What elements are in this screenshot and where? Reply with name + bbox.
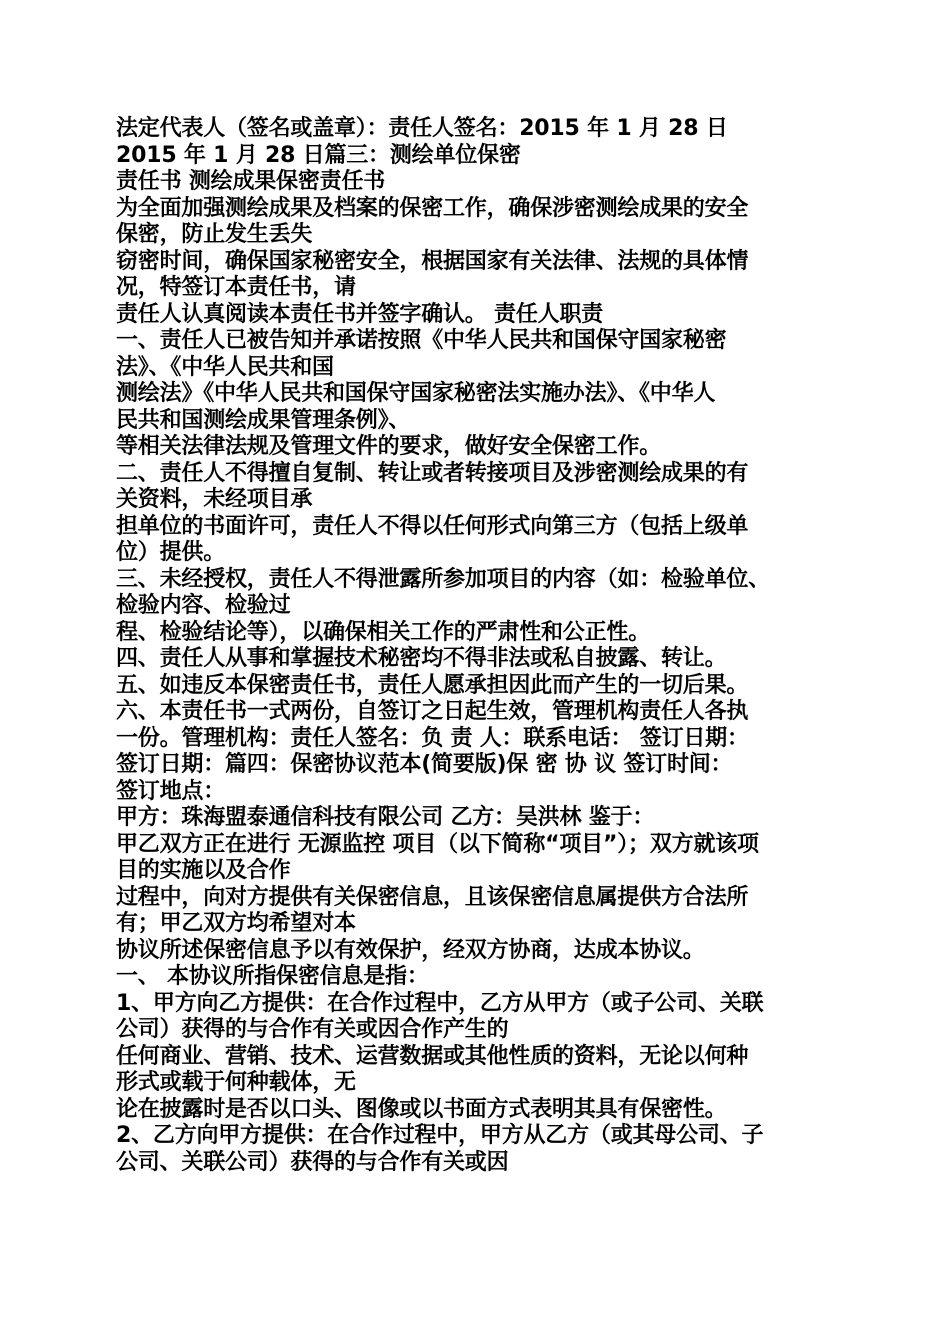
text-line: 形式或载于何种载体，无: [116, 1070, 356, 1095]
text-line: 程、检验结论等），以确保相关工作的严肃性和公正性。: [116, 619, 651, 645]
text-line: 窃密时间，确保国家秘密安全，根据国家有关法律、法规的具体情: [116, 248, 749, 274]
text-line: 四、责任人从事和掌握技术秘密均不得非法或私自披露、转让。: [116, 646, 727, 671]
text-line: 民共和国测绘成果管理条例》、: [116, 407, 411, 433]
text-line: 法》、《中华人民共和国: [116, 354, 334, 380]
text-line: 三、未经授权，责任人不得泄露所参加项目的内容（如：检验单位、: [116, 566, 771, 592]
text-line: 五、如违反本保密责任书，责任人愿承担因此而产生的一切后果。: [116, 672, 749, 698]
text-line: 有；甲乙双方均希望对本: [116, 911, 356, 936]
text-line: 2、乙方向甲方提供：在合作过程中，甲方从乙方（或其母公司、子: [116, 1123, 764, 1148]
text-line: 论在披露时是否以口头、图像或以书面方式表明其具有保密性。: [116, 1096, 727, 1122]
text-line: 一份。管理机构：责任人签名：负 责 人：联系电话： 签订日期：: [116, 725, 749, 751]
text-line: 保密，防止发生丢失: [116, 222, 313, 247]
text-line: 一、 本协议所指保密信息是指：: [116, 964, 429, 989]
text-line: 检验内容、检验过: [116, 593, 291, 618]
text-line: 法定代表人（签名或盖章）：责任人签名：2015 年 1 月 28 日: [116, 116, 728, 141]
text-line: 签订地点：: [116, 778, 226, 804]
text-line: 公司、关联公司）获得的与合作有关或因: [116, 1149, 509, 1175]
text-line: 测绘法》《中华人民共和国保守国家秘密法实施办法》、《中华人: [116, 381, 716, 406]
document-page: [116, 116, 836, 1176]
text-line: 担单位的书面许可，责任人不得以任何形式向第三方（包括上级单: [116, 513, 749, 539]
text-line: 六、本责任书一式两份，自签订之日起生效，管理机构责任人各执: [116, 699, 749, 724]
text-line: 关资料，未经项目承: [116, 487, 313, 512]
text-line: 签订日期：篇四：保密协议范本(简要版)保 密 协 议 签订时间：: [116, 752, 733, 777]
text-line: 况，特签订本责任书，请: [116, 275, 356, 300]
text-line: 责任人认真阅读本责任书并签字确认。 责任人职责: [116, 301, 604, 327]
text-line: 为全面加强测绘成果及档案的保密工作，确保涉密测绘成果的安全: [116, 195, 749, 221]
text-line: 二、责任人不得擅自复制、转让或者转接项目及涉密测绘成果的有: [116, 460, 749, 486]
text-line: 公司）获得的与合作有关或因合作产生的: [116, 1017, 509, 1042]
text-line: 位）提供。: [116, 540, 226, 565]
text-line: 甲方：珠海盟泰通信科技有限公司 乙方：吴洪林 鉴于：: [116, 805, 655, 830]
text-line: 责任书 测绘成果保密责任书: [116, 169, 386, 194]
text-line: 过程中，向对方提供有关保密信息，且该保密信息属提供方合法所: [116, 884, 749, 910]
text-line: 目的实施以及合作: [116, 858, 291, 883]
text-line: 1、甲方向乙方提供：在合作过程中，乙方从甲方（或子公司、关联: [116, 990, 764, 1016]
text-line: 2015 年 1 月 28 日篇三：测绘单位保密: [116, 142, 521, 168]
text-line: 协议所述保密信息予以有效保护，经双方协商，达成本协议。: [116, 937, 705, 963]
text-line: 等相关法律法规及管理文件的要求，做好安全保密工作。: [116, 434, 662, 459]
text-line: 甲乙双方正在进行 无源监控 项目（以下简称“项目”）；双方就该项: [116, 831, 759, 857]
text-line: 一、责任人已被告知并承诺按照《中华人民共和国保守国家秘密: [116, 328, 727, 353]
text-line: 任何商业、营销、技术、运营数据或其他性质的资料，无论以何种: [116, 1043, 749, 1069]
